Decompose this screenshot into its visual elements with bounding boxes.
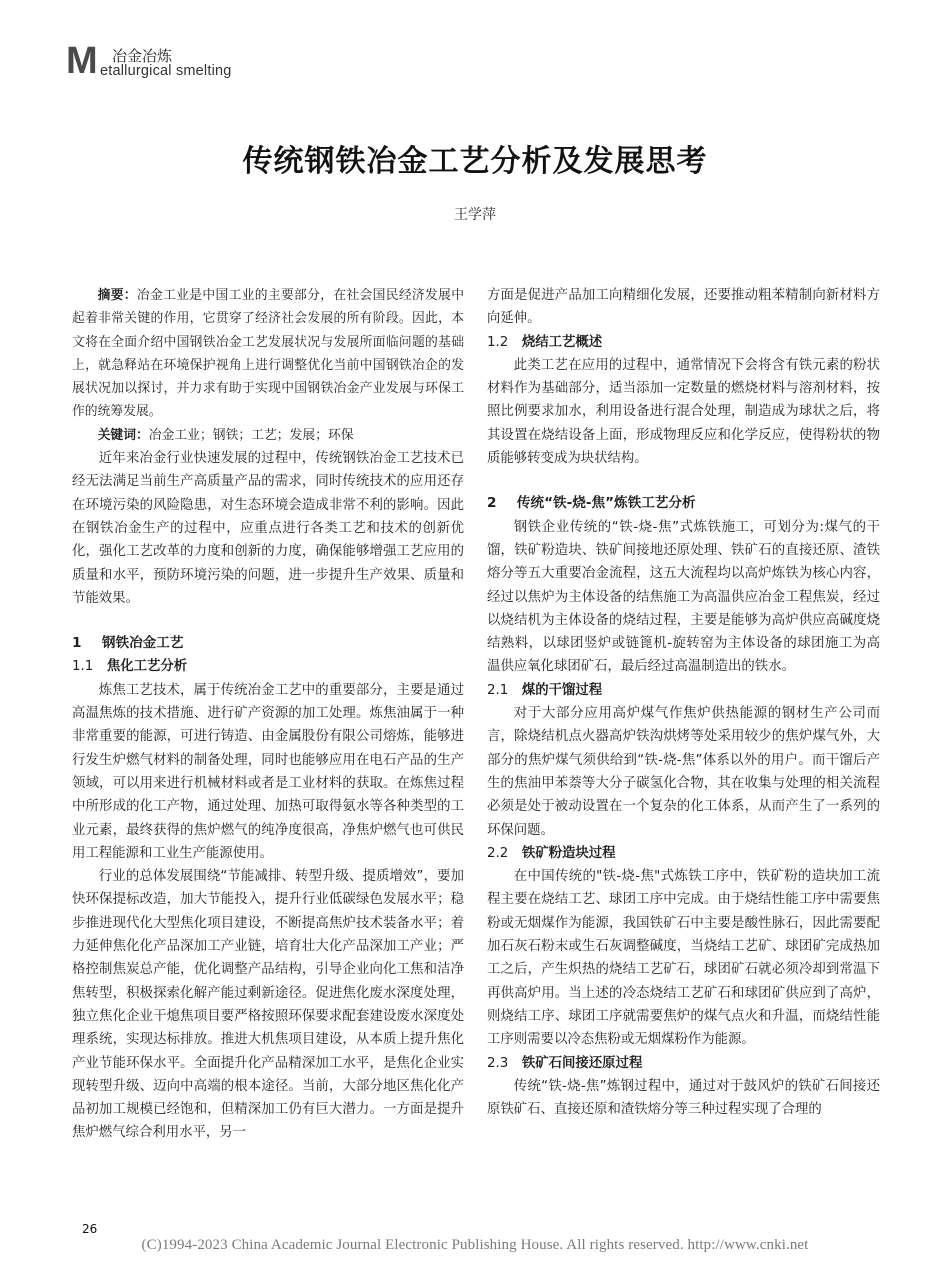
section-2-1-paragraph: 对于大部分应用高炉煤气作焦炉供热能源的钢材生产公司而言，除烧结机点火器高炉铁沟烘烤等处采用较少的焦炉煤气外，大部分的焦炉煤气须供给到“铁-烧-焦”体系以外的用户。而干馏后产生的焦油甲苯萘等大分子碳氢化合物，其在收集与处理的相关流程必须是处于被动设置在一个复杂的化工体系，从而产生了一系列的环保问题。 <box>487 706 880 838</box>
section-1-1-paragraph-1: 炼焦工艺技术，属于传统冶金工艺中的重要部分，主要是通过高温焦炼的技术措施、进行矿产资源的加工处理。炼焦油属于一种非常重要的能源，可进行铸造、由金属股份有限公司熔炼，能够进行发生炉燃气材料的制备处理，同时也能够应用在电石产品的生产领域，可以用来进行机械材料或者是工业材料的获取。在炼焦过程中所形成的化工产物，通过处理、加热可取得氨水等各种类型的工业元素，最终获得的焦炉燃气的纯净度很高，净焦炉燃气也可供民用工程能源和工业生产能源使用。 <box>72 682 464 861</box>
section-2-3-heading: 2.3 铁矿石间接还原过程 <box>487 1055 643 1071</box>
abstract <box>72 284 464 424</box>
section-1-2-paragraph: 此类工艺在应用的过程中，通常情况下会将含有铁元素的粉状材料作为基础部分，适当添加一定数量的燃烧材料与溶剂材料，按照比例要求加水，利用设备进行混合处理，制造成为球状之后，将其设置在烧结设备上面，形成物理反应和化学反应，使得粉状的物质能够转变成为块状结构。 <box>487 357 880 467</box>
paper-author: 王学萍 <box>454 207 496 223</box>
paper-title: 传统钢铁冶金工艺分析及发展思考 <box>242 144 708 179</box>
journal-name-cn: 冶金冶炼 <box>112 47 173 65</box>
page-number: 26 <box>82 1222 98 1236</box>
section-2-heading: 2 传统“铁-烧-焦”炼铁工艺分析 <box>487 495 696 512</box>
section-1-1-paragraph-2-continued: 方面是促进产品加工向精细化发展，还要推动粗苯精制向新材料方向延伸。 <box>487 288 880 327</box>
abstract-label: 摘要： <box>97 288 137 303</box>
section-1-heading: 1 钢铁冶金工艺 <box>72 635 184 652</box>
left-column <box>72 284 464 1145</box>
journal-name-en: etallurgical smelting <box>100 63 232 79</box>
section-2-paragraph: 钢铁企业传统的“铁-烧-焦”式炼铁施工，可划分为:煤气的干馏，铁矿粉造块、铁矿间接地还原处理、铁矿石的直接还原、渣铁熔分等五大重要冶金流程，这五大流程均以高炉炼铁为核心内容，经过以焦炉为主体设备的结焦施工为高温供应冶金工程焦炭，经过以烧结机为主体设备的烧结过程，主要是能够为高炉供应高碱度烧结熟料，以球团竖炉或链篦机-旋转窑为主体设备的球团施工为高温供应氧化球团矿石，最后经过高温制造出的铁水。 <box>487 519 880 675</box>
abstract-text: 冶金工业是中国工业的主要部分，在社会国民经济发展中起着非常关键的作用，它贯穿了经济社会发展的所有阶段。因此，本文将在全面介绍中国钢铁冶金工艺发展状况与发展所面临问题的基础上，就急释站在环境保护视角上进行调整优化当前中国钢铁冶企的发展状况加以探讨，并力求有助于实现中国钢铁冶金产业发展与环保工作的统筹发展。 <box>72 288 465 420</box>
section-2-2-paragraph: 在中国传统的"铁-烧-焦"式炼铁工序中，铁矿粉的造块加工流程主要在烧结工艺、球团工序中完成。由于烧结性能工序中需要焦粉或无烟煤作为能源，我国铁矿石中主要是酸性脉石，因此需要配加石灰石粉末或生石灰调整碱度，当烧结工艺矿、球团矿完成热加工之后，产生炽热的烧结工艺矿石，球团矿石就必须冷却到常温下再供高炉用。当上述的冷态烧结工艺矿石和球团矿供应到了高炉，则烧结工序、球团工序就需要焦炉的煤气点火和升温，而烧结性能工序则需要以冷态焦粉或无烟煤粉作为能源。 <box>487 869 880 1048</box>
right-column <box>487 284 880 1121</box>
section-2-2-heading: 2.2 铁矿粉造块过程 <box>487 845 616 861</box>
section-2-1-heading: 2.1 煤的干馏过程 <box>487 682 603 698</box>
keywords <box>72 424 464 447</box>
keywords-label: 关键词： <box>97 427 149 443</box>
section-2-3-paragraph: 传统“铁-烧-焦”炼钢过程中，通过对于鼓风炉的铁矿石间接还原铁矿石、直接还原和渣铁熔分等三种过程实现了合理的 <box>487 1078 880 1118</box>
copyright-footer: (C)1994-2023 China Academic Journal Electronic Publishing House. All rights reserved. http://www.cnki.net <box>141 1237 809 1253</box>
section-1-1-paragraph-2: 行业的总体发展围绕“节能减排、转型升级、提质增效”，要加快环保提标改造，加大节能投入，提升行业低碳绿色发展水平；稳步推进现代化大型焦化项目建设，不断提高焦炉技术装备水平；着力延伸焦化化产品深加工产业链，培育壮大化产品深加工产业；严格控制焦炭总产能，优化调整产品结构，引导企业向化工焦和洁净焦转型，积极探索化解产能过剩新途径。促进焦化废水深度处理，独立焦化企业干熄焦项目要严格按照环保要求配套建设废水深度处理系统，实现达标排放。推进大机焦项目建设，从本质上提升焦化产业节能环保水平。全面提升化产品精深加工水平，是焦化企业实现转型升级、迈向中高端的根本途径。当前，大部分地区焦化化产品初加工规模已经饱和，但精深加工仍有巨大潜力。一方面是提升焦炉燃气综合利用水平，另一 <box>72 869 464 1141</box>
keywords-text: 冶金工业；钢铁；工艺；发展；环保 <box>148 427 354 443</box>
logo-letter: M <box>66 40 97 82</box>
section-1-1-heading: 1.1 焦化工艺分析 <box>72 659 188 675</box>
intro-paragraph: 近年来冶金行业快速发展的过程中，传统钢铁冶金工艺技术已经无法满足当前生产高质量产品的需求，同时传统技术的应用还存在环境污染的风险隐患，对生态环境会造成非常不利的影响。因此在钢铁冶金生产的过程中，应重点进行各类工艺和技术的创新优化，强化工艺改革的力度和创新的力度，确保能够增强工艺应用的质量和水平，预防环境污染的问题，进一步提升生产效果、质量和节能效果。 <box>72 451 464 606</box>
section-1-2-heading: 1.2 烧结工艺概述 <box>487 334 603 350</box>
